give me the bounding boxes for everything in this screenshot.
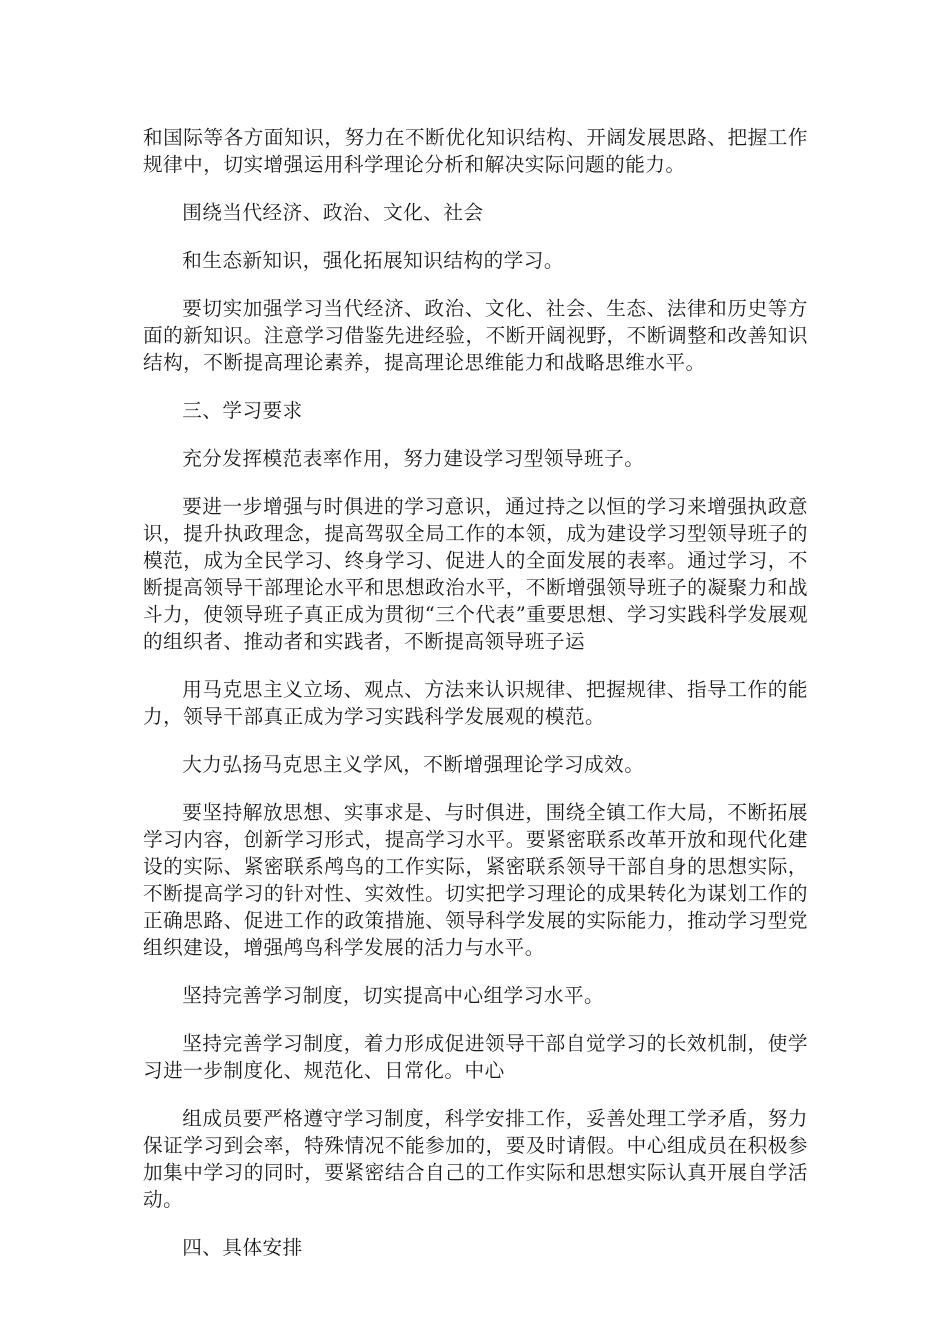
paragraph: 组成员要严格遵守学习制度，科学安排工作，妥善处理工学矛盾，努力保证学习到会率，特殊情况不能参加的，要及时请假。中心组成员在积极参加集中学习的同时，要紧密结合自己的工作实际和思想实际认真开展自学活动。	[143, 1107, 808, 1211]
paragraph: 围绕当代经济、政治、文化、社会	[182, 201, 484, 224]
subheading: 充分发挥模范表率作用，努力建设学习型领导班子。	[182, 447, 645, 470]
paragraph: 和国际等各方面知识，努力在不断优化知识结构、开阔发展思路、把握工作规律中，切实增强运用科学理论分析和解决实际问题的能力。	[143, 126, 808, 176]
document-page	[143, 124, 808, 1282]
section-heading: 四、具体安排	[182, 1236, 303, 1259]
section-heading: 三、学习要求	[182, 399, 303, 422]
paragraph: 要坚持解放思想、实事求是、与时俱进，围绕全镇工作大局，不断拓展学习内容，创新学习形式，提高学习水平。要紧密联系改革开放和现代化建设的实际、紧密联系鸬鸟的工作实际，紧密联系领导干部自身的思想实际，不断提高学习的针对性、实效性。切实把学习理论的成果转化为谋划工作的正确思路、促进工作的政策措施、领导科学发展的实际能力，推动学习型党组织建设，增强鸬鸟科学发展的活力与水平。	[143, 801, 808, 959]
subheading: 坚持完善学习制度，切实提高中心组学习水平。	[182, 984, 605, 1007]
paragraph: 和生态新知识，强化拓展知识结构的学习。	[182, 249, 564, 272]
paragraph: 用马克思主义立场、观点、方法来认识规律、把握规律、指导工作的能力，领导干部真正成为学习实践科学发展观的模范。	[143, 678, 808, 728]
paragraph: 坚持完善学习制度，着力形成促进领导干部自觉学习的长效机制，使学习进一步制度化、规范化、日常化。中心	[143, 1032, 808, 1082]
paragraph: 要进一步增强与时俱进的学习意识，通过持之以恒的学习来增强执政意识，提升执政理念，提高驾驭全局工作的本领，成为建设学习型领导班子的模范，成为全民学习、终身学习、促进人的全面发展的表率。通过学习，不断提高领导干部理论水平和思想政治水平，不断增强领导班子的凝聚力和战斗力，使领导班子真正成为贯彻“三个代表”重要思想、学习实践科学发展观的组织者、推动者和实践者，不断提高领导班子运	[143, 495, 808, 653]
subheading: 大力弘扬马克思主义学风，不断增强理论学习成效。	[182, 753, 645, 776]
paragraph: 要切实加强学习当代经济、政治、文化、社会、生态、法律和历史等方面的新知识。注意学习借鉴先进经验，不断开阔视野，不断调整和改善知识结构，不断提高理论素养，提高理论思维能力和战略思维水平。	[143, 297, 808, 374]
